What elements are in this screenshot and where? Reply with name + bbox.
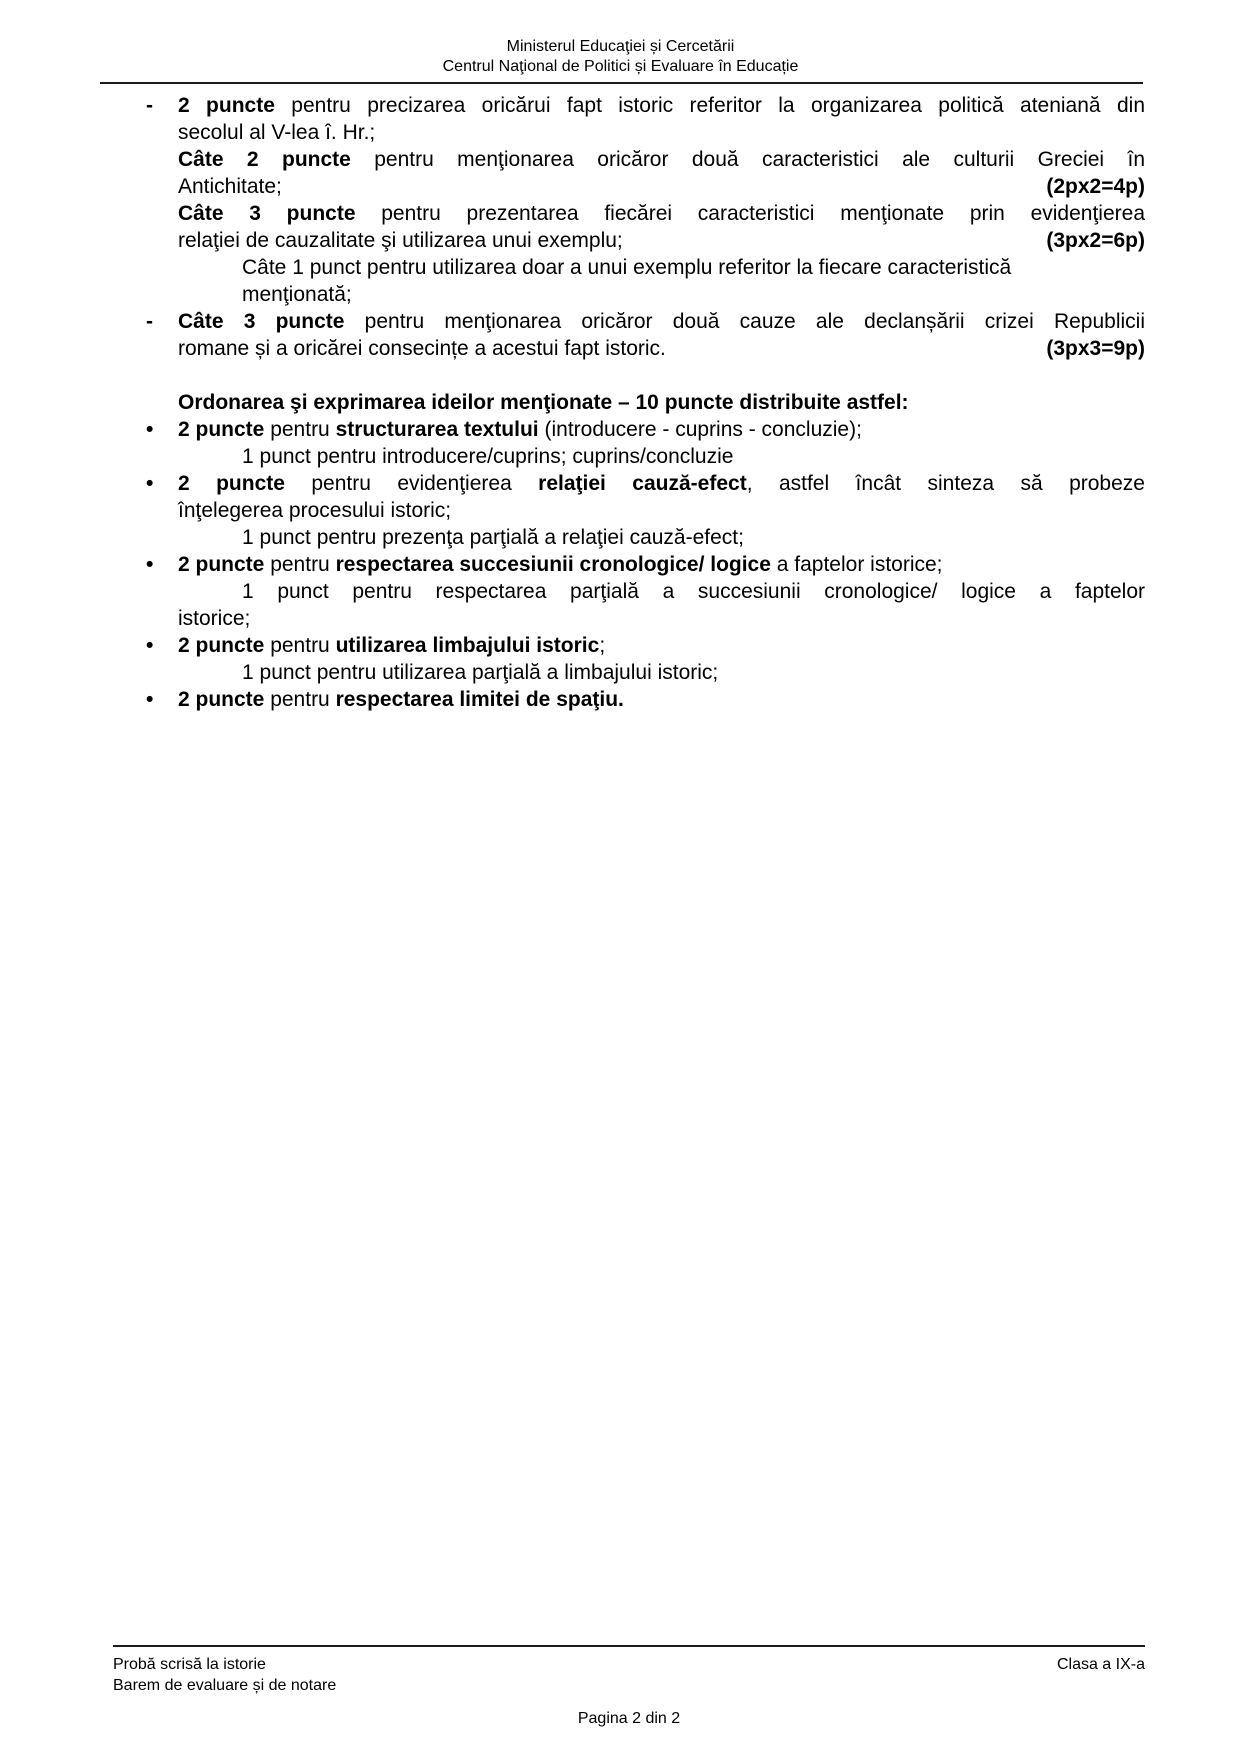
page-header <box>0 0 1241 77</box>
text-segment: pentru <box>264 418 336 441</box>
dash-bullet: - <box>146 94 153 117</box>
text-line: 1 punct pentru introducere/cuprins; cuprins/concluzie <box>242 445 734 468</box>
text-line <box>113 308 1145 335</box>
sub-item <box>113 578 1145 632</box>
text-line: Câte 1 punct pentru utilizarea doar a unui exemplu referitor la fiecare caracteristică <box>242 256 1012 279</box>
points-label: 2 puncte <box>178 634 265 657</box>
list-item <box>113 200 1145 254</box>
points-label: Câte 2 puncte <box>178 148 351 171</box>
text-segment: secolul al V-lea î. Hr.; <box>178 121 376 144</box>
text-segment: Antichitate; <box>178 175 282 198</box>
points-total: (3px3=9p) <box>1046 337 1145 360</box>
sub-item <box>113 254 1145 308</box>
sub-item <box>113 443 1145 470</box>
criterion-label: respectarea limitei de spaţiu. <box>335 688 624 711</box>
text-line <box>113 200 1145 227</box>
criterion-label: utilizarea limbajului istoric <box>335 634 600 657</box>
text-line <box>113 632 1145 659</box>
text-segment: pentru menţionarea oricăror două cauze ale declanșării crizei Republicii <box>344 310 1145 333</box>
sub-item <box>113 659 1145 686</box>
text-segment: a faptelor istorice; <box>770 553 943 576</box>
text-segment: (introducere - cuprins - concluzie); <box>538 418 862 441</box>
text-segment: pentru precizarea oricărui fapt istoric referitor la organizarea politică ateniană din <box>274 94 1145 117</box>
footer-page-number: Pagina 2 din 2 <box>577 1710 681 1727</box>
text-line: 1 punct pentru respectarea parţială a succesiunii cronologice/ logice a faptelor <box>242 580 1145 603</box>
text-segment: pentru evidenţierea <box>284 472 539 495</box>
text-line <box>113 146 1145 173</box>
text-segment: pentru <box>264 688 336 711</box>
list-item <box>113 146 1145 200</box>
dash-bullet: - <box>146 310 153 333</box>
page-footer <box>113 1645 1145 1729</box>
text-line <box>113 227 1145 254</box>
points-label: 2 puncte <box>178 94 275 117</box>
list-item <box>113 416 1145 443</box>
text-segment: romane și a oricărei consecințe a acestui fapt istoric. <box>178 337 666 360</box>
round-bullet: • <box>146 688 154 711</box>
section-heading: Ordonarea şi exprimarea ideilor menţionate – 10 puncte distribuite astfel: <box>178 391 909 414</box>
round-bullet: • <box>146 418 154 441</box>
text-line <box>113 416 1145 443</box>
text-line <box>113 92 1145 119</box>
header-divider <box>100 82 1143 84</box>
text-segment: relaţiei de cauzalitate şi utilizarea unui exemplu; <box>178 229 623 252</box>
text-line <box>113 470 1145 497</box>
text-line <box>113 173 1145 200</box>
text-line: 1 punct pentru utilizarea parţială a limbajului istoric; <box>242 661 719 684</box>
header-center-line: Centrul Naţional de Politici și Evaluare în Educație <box>442 58 799 75</box>
document-body <box>113 92 1145 713</box>
footer-left-block <box>113 1654 336 1696</box>
footer-class-label: Clasa a IX-a <box>1056 1656 1145 1673</box>
header-ministry-line: Ministerul Educaţiei și Cercetării <box>506 38 735 55</box>
text-line <box>113 686 1145 713</box>
footer-exam-title: Probă scrisă la istorie <box>113 1656 266 1673</box>
points-label: 2 puncte <box>178 553 265 576</box>
points-label: 2 puncte <box>178 688 265 711</box>
list-item <box>113 686 1145 713</box>
points-total: (3px2=6p) <box>1046 229 1145 252</box>
text-segment: pentru <box>264 553 336 576</box>
text-line <box>113 551 1145 578</box>
text-line: 1 punct pentru prezenţa parţială a relaţiei cauză-efect; <box>242 526 744 549</box>
criterion-label: relaţiei cauză-efect <box>538 472 747 495</box>
text-segment: pentru menţionarea oricăror două caracteristici ale culturii Greciei în <box>350 148 1145 171</box>
points-label: 2 puncte <box>178 418 265 441</box>
list-item <box>113 551 1145 578</box>
text-segment: pentru prezentarea fiecărei caracteristici menţionate prin evidenţierea <box>355 202 1146 225</box>
list-item <box>113 92 1145 146</box>
text-segment: ; <box>599 634 606 657</box>
sub-item <box>113 524 1145 551</box>
points-label: Câte 3 puncte <box>178 310 345 333</box>
round-bullet: • <box>146 553 154 576</box>
round-bullet: • <box>146 472 154 495</box>
footer-doc-type: Barem de evaluare și de notare <box>113 1677 337 1694</box>
text-segment: înţelegerea procesului istoric; <box>178 499 452 522</box>
points-label: Câte 3 puncte <box>178 202 356 225</box>
footer-row <box>113 1647 1145 1696</box>
round-bullet: • <box>146 634 154 657</box>
criterion-label: respectarea succesiunii cronologice/ logice <box>335 553 771 576</box>
list-item <box>113 470 1145 524</box>
text-line: istorice; <box>178 607 251 630</box>
text-segment: , astfel încât sinteza să probeze <box>746 472 1145 495</box>
text-line <box>113 497 1145 524</box>
text-segment: pentru <box>264 634 336 657</box>
list-item <box>113 308 1145 362</box>
text-line: menţionată; <box>242 283 352 306</box>
list-item <box>113 632 1145 659</box>
points-total: (2px2=4p) <box>1046 175 1145 198</box>
criterion-label: structurarea textului <box>335 418 539 441</box>
text-line <box>113 335 1145 362</box>
points-label: 2 puncte <box>178 472 285 495</box>
text-line <box>113 119 1145 146</box>
